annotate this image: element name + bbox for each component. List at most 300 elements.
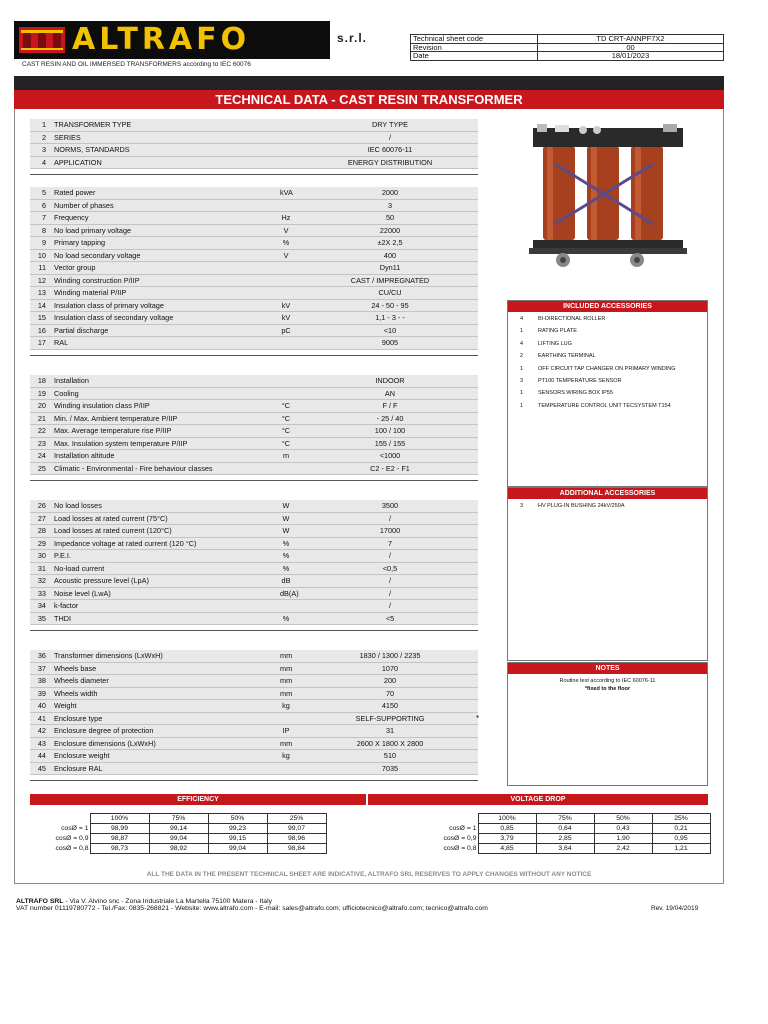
spec-value: SELF-SUPPORTING xyxy=(355,713,425,723)
spec-label: P.E.I. xyxy=(54,551,71,560)
footer-contacts: VAT number 01119780772 - Tel./Fax: 0835-268821 - Website: www.altrafo.com - E-mail: sales@altrafo.com; ufficiotecnico@altrafo.com; tecnico@altrafo.com xyxy=(16,905,488,912)
accessory-item xyxy=(508,375,707,387)
spec-number: 10 xyxy=(37,250,46,260)
accessory-qty: 2 xyxy=(520,353,524,360)
spec-unit: m xyxy=(282,451,290,460)
spec-label: APPLICATION xyxy=(54,157,102,167)
spec-value: Dyn11 xyxy=(379,263,401,272)
spec-number: 33 xyxy=(37,588,46,598)
spec-unit: dB xyxy=(281,576,291,585)
table-cell: 1,21 xyxy=(652,844,710,854)
company-wordmark: ALTRAFO xyxy=(72,22,251,57)
spec-number: 28 xyxy=(37,526,46,535)
spec-value: 2600 X 1800 X 2800 xyxy=(356,738,424,748)
spec-label: No-load current xyxy=(54,563,105,573)
spec-row xyxy=(30,700,478,713)
spec-number: 12 xyxy=(37,275,46,285)
spec-number: 5 xyxy=(41,188,46,197)
spec-label: Enclosure weight xyxy=(54,751,110,760)
spec-number: 13 xyxy=(37,288,46,297)
spec-value: / xyxy=(388,588,392,598)
spec-row xyxy=(30,688,478,701)
included-accessories-list xyxy=(508,312,707,412)
table-cell: 98,96 xyxy=(267,834,326,844)
spec-row xyxy=(30,388,478,401)
spec-unit: °C xyxy=(281,401,291,410)
spec-value: 7 xyxy=(387,538,393,548)
spec-value: 155 / 155 xyxy=(374,438,406,448)
spec-label: NORMS, STANDARDS xyxy=(54,145,130,154)
spec-number: 14 xyxy=(37,300,46,310)
meta-row xyxy=(411,35,724,44)
spec-label: Cooling xyxy=(54,388,79,398)
accessory-item xyxy=(508,400,707,412)
sheet-meta-table xyxy=(410,34,724,61)
table-cell: 0,21 xyxy=(652,824,710,834)
accessory-name: HV PLUG-IN BUSHING 24kV/250A xyxy=(538,503,625,509)
table-row xyxy=(372,834,710,844)
accessory-name: SENSORS WIRING BOX IP55 xyxy=(538,390,613,397)
meta-key: Technical sheet code xyxy=(411,35,538,44)
accessory-qty: 1 xyxy=(520,365,524,372)
accessory-name: OFF CIRCUIT TAP CHANGER ON PRIMARY WINDING xyxy=(538,365,676,372)
meta-key: Date xyxy=(411,52,538,61)
spec-unit: W xyxy=(282,513,290,523)
spec-number: 31 xyxy=(37,563,46,573)
spec-number: 38 xyxy=(37,676,46,685)
accessory-qty: 3 xyxy=(520,377,524,384)
spec-number: 18 xyxy=(37,376,46,385)
spec-value: 70 xyxy=(385,688,395,698)
spec-row xyxy=(30,588,478,601)
company-suffix: s.r.l. xyxy=(337,31,368,45)
spec-label: Climatic - Environmental - Fire behaviour classes xyxy=(54,463,213,473)
spec-number: 34 xyxy=(37,601,46,610)
spec-row xyxy=(30,563,478,576)
accessory-item xyxy=(508,325,707,337)
accessory-item xyxy=(508,350,707,362)
table-cell: 3,79 xyxy=(478,834,536,844)
table-row xyxy=(30,834,326,844)
table-cell: 98,92 xyxy=(149,844,208,854)
spec-number: 15 xyxy=(37,313,46,322)
spec-unit: V xyxy=(283,250,289,260)
accessory-item xyxy=(508,387,707,399)
spec-number: 3 xyxy=(41,145,46,154)
spec-row xyxy=(30,750,478,763)
additional-accessories-list xyxy=(508,499,707,512)
spec-value: AN xyxy=(384,388,396,398)
spec-label: Wheels width xyxy=(54,688,98,698)
spec-row xyxy=(30,725,478,738)
accessory-name: RATING PLATE xyxy=(538,328,577,335)
spec-label: Enclosure dimensions (LxWxH) xyxy=(54,738,156,748)
table-row xyxy=(372,844,710,854)
spec-label: No load secondary voltage xyxy=(54,250,141,260)
spec-unit: W xyxy=(282,501,290,510)
spec-row xyxy=(30,738,478,751)
spec-group-separator xyxy=(30,780,478,781)
disclaimer: ALL THE DATA IN THE PRESENT TECHNICAL SHEET ARE INDICATIVE, ALTRAFO SRL RESERVES TO APPLY CHANGES WITHOUT ANY NOTICE xyxy=(146,871,592,878)
footer-address xyxy=(16,898,272,905)
spec-unit: IP xyxy=(282,726,290,735)
column-header: 100% xyxy=(90,814,149,824)
spec-row xyxy=(30,575,478,588)
spec-row xyxy=(30,144,478,157)
spec-number: 41 xyxy=(37,713,46,723)
column-header: 50% xyxy=(208,814,267,824)
spec-row xyxy=(30,212,478,225)
spec-label: Max. Average temperature rise P/IIP xyxy=(54,426,172,435)
spec-label: Installation xyxy=(54,376,89,385)
spec-row xyxy=(30,300,478,313)
table-row xyxy=(372,824,710,834)
voltage-drop-title: VOLTAGE DROP xyxy=(368,794,708,805)
spec-value: 510 xyxy=(383,751,397,760)
spec-unit: mm xyxy=(280,651,293,660)
spec-number: 26 xyxy=(37,501,46,510)
included-accessories-panel xyxy=(507,300,708,487)
company-tagline: CAST RESIN AND OIL IMMERSED TRANSFORMERS according to IEC 60076 xyxy=(22,61,251,68)
spec-row xyxy=(30,312,478,325)
spec-row xyxy=(30,463,478,476)
spec-value: 2000 xyxy=(381,188,399,197)
accessory-name: LIFTING LUG xyxy=(538,340,572,347)
spec-number: 42 xyxy=(37,726,46,735)
accessory-qty: 4 xyxy=(520,316,524,322)
spec-unit: mm xyxy=(280,663,293,673)
table-cell: 3,64 xyxy=(536,844,594,854)
spec-number: 25 xyxy=(37,463,46,473)
spec-number: 24 xyxy=(37,451,46,460)
table-cell: 0,95 xyxy=(652,834,710,844)
spec-label: Min. / Max. Ambient temperature P/IIP xyxy=(54,413,178,423)
meta-row xyxy=(411,52,724,61)
spec-label: Weight xyxy=(54,701,77,710)
spec-row xyxy=(30,513,478,526)
spec-row xyxy=(30,663,478,676)
spec-value: 1070 xyxy=(381,663,399,673)
table-row xyxy=(30,844,326,854)
spec-label: Frequency xyxy=(54,213,89,222)
notes-title: NOTES xyxy=(508,663,707,674)
spec-row xyxy=(30,119,478,132)
spec-row xyxy=(30,225,478,238)
spec-row xyxy=(30,187,478,200)
spec-value: / xyxy=(388,576,392,585)
footer-company: ALTRAFO SRL xyxy=(16,898,64,905)
spec-row xyxy=(30,413,478,426)
sheet-title: TECHNICAL DATA - CAST RESIN TRANSFORMER xyxy=(14,90,724,109)
spec-number: 27 xyxy=(37,513,46,523)
spec-unit: kg xyxy=(282,701,290,710)
meta-row xyxy=(411,43,724,52)
notes-fixing-remark: *fixed to the floor xyxy=(584,686,631,692)
spec-unit: % xyxy=(282,238,290,247)
table-cell: 99,23 xyxy=(208,824,267,834)
spec-number: 44 xyxy=(37,751,46,760)
spec-number: 30 xyxy=(37,551,46,560)
table-cell: 0,85 xyxy=(478,824,536,834)
table-cell: 98,99 xyxy=(90,824,149,834)
spec-number: 6 xyxy=(41,200,46,210)
spec-row xyxy=(30,500,478,513)
table-cell: 98,84 xyxy=(267,844,326,854)
spec-label: No load primary voltage xyxy=(54,225,132,235)
column-header: 25% xyxy=(267,814,326,824)
spec-value: 9005 xyxy=(381,338,399,347)
spec-row xyxy=(30,763,478,776)
spec-label: Wheels base xyxy=(54,663,97,673)
spec-unit: W xyxy=(282,526,290,535)
spec-label: Transformer dimensions (LxWxH) xyxy=(54,651,163,660)
meta-key: Revision xyxy=(411,43,538,52)
spec-group-separator xyxy=(30,355,478,356)
spec-number: 1 xyxy=(41,120,46,129)
spec-label: Enclosure RAL xyxy=(54,763,103,773)
spec-label: No load losses xyxy=(54,501,102,510)
spec-unit: dB(A) xyxy=(280,588,299,598)
spec-label: Max. Insulation system temperature P/IIP xyxy=(54,438,188,448)
table-cell: 99,04 xyxy=(149,834,208,844)
spec-number: 16 xyxy=(37,325,46,335)
spec-number: 4 xyxy=(41,157,46,167)
spec-value: 3500 xyxy=(381,501,399,510)
spec-label: Winding material P/IIP xyxy=(54,288,127,297)
spec-unit: mm xyxy=(280,688,293,698)
additional-accessories-title: ADDITIONAL ACCESSORIES xyxy=(508,488,707,499)
row-label: cosØ = 1 xyxy=(449,825,477,832)
spec-row xyxy=(30,613,478,626)
spec-row xyxy=(30,525,478,538)
spec-number: 11 xyxy=(38,263,46,272)
row-label: cosØ = 0,9 xyxy=(55,835,89,842)
spec-unit: kg xyxy=(282,751,290,760)
spec-row xyxy=(30,237,478,250)
spec-value: <1000 xyxy=(379,451,401,460)
spec-footnote-mark: * xyxy=(476,713,480,723)
table-cell: 98,73 xyxy=(90,844,149,854)
additional-accessories-panel xyxy=(507,487,708,661)
table-header-row xyxy=(372,814,710,824)
spec-row xyxy=(30,337,478,350)
accessory-qty: 1 xyxy=(520,328,524,335)
spec-number: 36 xyxy=(37,651,46,660)
spec-number: 40 xyxy=(37,701,46,710)
spec-row xyxy=(30,325,478,338)
spec-number: 39 xyxy=(37,688,46,698)
spec-label: Enclosure degree of protection xyxy=(54,726,154,735)
spec-number: 19 xyxy=(37,388,46,398)
spec-value: 22000 xyxy=(379,225,401,235)
accessory-name: BI-DIRECTIONAL ROLLER xyxy=(538,316,606,322)
spec-row xyxy=(30,400,478,413)
spec-value: <10 xyxy=(383,325,397,335)
spec-unit: % xyxy=(282,538,290,548)
spec-value: 7035 xyxy=(381,763,399,773)
column-header: 75% xyxy=(149,814,208,824)
spec-unit: % xyxy=(282,551,290,560)
spec-unit: °C xyxy=(281,413,291,423)
spec-label: THDI xyxy=(54,613,72,623)
spec-number: 29 xyxy=(37,538,46,548)
table-cell: 98,87 xyxy=(90,834,149,844)
table-corner xyxy=(372,814,478,824)
spec-label: Insulation class of secondary voltage xyxy=(54,313,174,322)
spec-number: 22 xyxy=(37,426,46,435)
accessory-name: EARTHING TERMINAL xyxy=(538,353,596,360)
spec-label: SERIES xyxy=(54,132,81,142)
accessory-name: PT100 TEMPERATURE SENSOR xyxy=(538,377,622,384)
row-label: cosØ = 1 xyxy=(61,825,89,832)
spec-number: 20 xyxy=(37,401,46,410)
spec-number: 23 xyxy=(37,438,46,448)
spec-value: F / F xyxy=(382,401,398,410)
spec-number: 43 xyxy=(37,738,46,748)
logo-emblem-icon xyxy=(19,27,65,53)
accessory-qty: 1 xyxy=(520,390,524,397)
spec-value: / xyxy=(388,132,392,142)
spec-label: Primary tapping xyxy=(54,238,106,247)
spec-label: Number of phases xyxy=(54,200,114,210)
company-logo xyxy=(14,21,330,59)
spec-group-separator xyxy=(30,480,478,481)
spec-label: Acoustic pressure level (LpA) xyxy=(54,576,149,585)
spec-label: Wheels diameter xyxy=(54,676,109,685)
spec-value: 24 - 50 - 95 xyxy=(371,300,409,310)
table-cell: 4,85 xyxy=(478,844,536,854)
spec-value: 17000 xyxy=(379,526,401,535)
spec-value: <0,5 xyxy=(382,563,398,573)
spec-row xyxy=(30,600,478,613)
spec-unit: % xyxy=(282,613,290,623)
voltage-drop-table xyxy=(372,813,711,854)
spec-number: 45 xyxy=(37,763,46,773)
spec-unit: °C xyxy=(281,426,291,435)
spec-number: 35 xyxy=(37,613,46,623)
spec-value: ENERGY DISTRIBUTION xyxy=(347,157,433,167)
spec-row xyxy=(30,450,478,463)
spec-value: / xyxy=(388,513,392,523)
notes-panel xyxy=(507,662,708,786)
spec-label: Noise level (LwA) xyxy=(54,588,111,598)
spec-row xyxy=(30,200,478,213)
table-cell: 0,43 xyxy=(594,824,652,834)
spec-label: Winding insulation class P/IIP xyxy=(54,401,150,410)
table-cell: 99,04 xyxy=(208,844,267,854)
spec-label: Load losses at rated current (120°C) xyxy=(54,526,172,535)
spec-value: C2 - E2 - F1 xyxy=(370,463,410,473)
meta-value: 00 xyxy=(538,43,724,52)
spec-value: 100 / 100 xyxy=(374,426,406,435)
spec-unit: V xyxy=(283,225,289,235)
column-header: 50% xyxy=(594,814,652,824)
efficiency-title: EFFICIENCY xyxy=(30,794,366,805)
spec-value: 400 xyxy=(383,250,397,260)
included-accessories-title: INCLUDED ACCESSORIES xyxy=(508,301,707,312)
accessory-item xyxy=(508,500,707,512)
column-header: 75% xyxy=(536,814,594,824)
row-label: cosØ = 0,9 xyxy=(443,835,477,842)
table-cell: 2,42 xyxy=(594,844,652,854)
spec-row xyxy=(30,438,478,451)
accessory-item xyxy=(508,363,707,375)
spec-number: 37 xyxy=(37,663,46,673)
spec-row xyxy=(30,375,478,388)
spec-label: Rated power xyxy=(54,188,96,197)
spec-row xyxy=(30,675,478,688)
spec-row xyxy=(30,425,478,438)
accessory-name: TEMPERATURE CONTROL UNIT TECSYSTEM T154 xyxy=(538,402,671,409)
spec-label: Partial discharge xyxy=(54,325,109,335)
spec-value: ±2X 2,5 xyxy=(377,238,403,247)
spec-value: INDOOR xyxy=(375,376,405,385)
efficiency-table xyxy=(30,813,327,854)
table-corner xyxy=(30,814,90,824)
spec-row xyxy=(30,538,478,551)
spec-value: 50 xyxy=(385,213,395,222)
column-header: 25% xyxy=(652,814,710,824)
spec-row xyxy=(30,713,478,726)
accessory-qty: 4 xyxy=(520,340,524,347)
spec-label: TRANSFORMER TYPE xyxy=(54,120,132,129)
spec-unit: kV xyxy=(281,300,291,310)
row-label: cosØ = 0,8 xyxy=(443,845,477,852)
spec-value: CAST / IMPREGNATED xyxy=(350,275,430,285)
spec-value: 3 xyxy=(387,200,393,210)
spec-number: 8 xyxy=(41,225,46,235)
spec-value: / xyxy=(388,551,392,560)
spec-group-separator xyxy=(30,174,478,175)
spec-number: 9 xyxy=(41,238,46,247)
spec-number: 32 xyxy=(37,576,46,585)
table-cell: 99,15 xyxy=(208,834,267,844)
spec-value: - 25 / 40 xyxy=(376,413,404,423)
spec-row xyxy=(30,132,478,145)
spec-number: 7 xyxy=(41,213,46,222)
spec-unit: pC xyxy=(281,325,291,335)
table-header-row xyxy=(30,814,326,824)
spec-value: IEC 60076-11 xyxy=(367,145,413,154)
spec-row xyxy=(30,262,478,275)
spec-label: Impedance voltage at rated current (120 °C) xyxy=(54,538,197,548)
spec-value: 4150 xyxy=(381,701,399,710)
spec-number: 21 xyxy=(37,413,46,423)
sheet-top-bar xyxy=(14,76,724,90)
footer-revision: Rev. 19/04/2019 xyxy=(651,905,699,912)
spec-value: DRY TYPE xyxy=(371,120,409,129)
spec-unit: mm xyxy=(280,738,293,748)
spec-label: Installation altitude xyxy=(54,451,115,460)
notes-line: Routine test according to IEC 60076-11 xyxy=(559,678,656,684)
spec-label: Winding construction P/IIP xyxy=(54,275,140,285)
spec-label: Load losses at rated current (75°C) xyxy=(54,513,168,523)
spec-value: CU/CU xyxy=(378,288,402,297)
spec-row xyxy=(30,650,478,663)
spec-group-separator xyxy=(30,630,478,631)
footer-address-text: - Via V. Alvino snc - Zona Industriale La Martella 75100 Matera - Italy xyxy=(63,898,272,905)
table-cell: 99,07 xyxy=(267,824,326,834)
meta-value: TD CRT-ANNPF7X2 xyxy=(538,35,724,44)
spec-label: RAL xyxy=(54,338,69,347)
table-cell: 0,64 xyxy=(536,824,594,834)
spec-unit: kVA xyxy=(280,188,293,197)
table-cell: 99,14 xyxy=(149,824,208,834)
spec-unit: Hz xyxy=(281,213,291,222)
spec-row xyxy=(30,287,478,300)
accessory-item xyxy=(508,338,707,350)
table-cell: 1,90 xyxy=(594,834,652,844)
